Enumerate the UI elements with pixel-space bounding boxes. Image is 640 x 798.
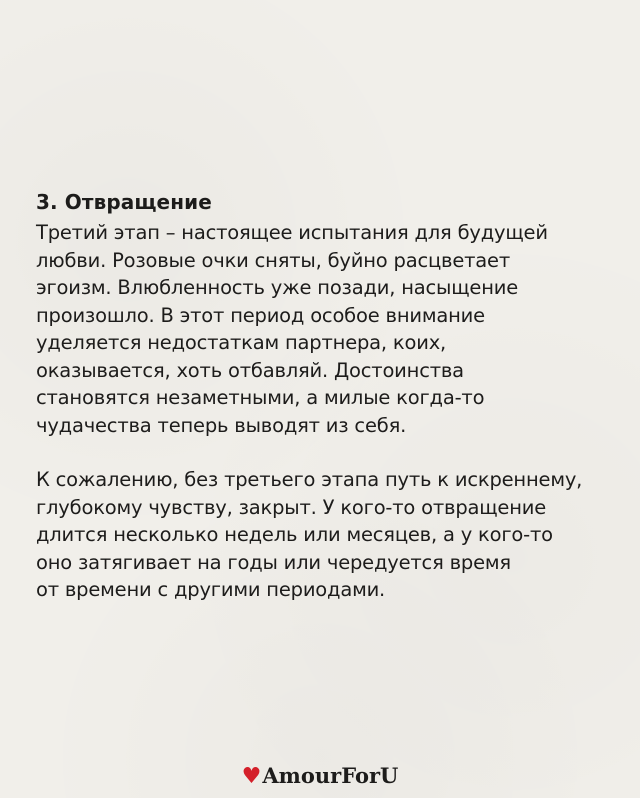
brand-logo (0, 762, 640, 790)
text-line: оказывается, хоть отбавляй. Достоинства (36, 358, 464, 382)
paragraph-1 (36, 219, 608, 439)
text-line: Третий этап – настоящее испытания для будущей (36, 221, 548, 244)
heart-icon: ♥ (241, 763, 262, 789)
text-line: оно затягивает на годы или чередуется время (36, 550, 511, 574)
text-line: К сожалению, без третьего этапа путь к искреннему, (36, 468, 583, 491)
logo-text: AmourForU (262, 763, 399, 788)
text-line: от времени с другими периодами. (36, 578, 386, 601)
section-heading: 3. Отвращение (36, 190, 212, 214)
text-line: любви. Розовые очки сняты, буйно расцветает (36, 248, 510, 272)
text-line: эгоизм. Влюбленность уже позади, насыщение (36, 276, 519, 299)
text-line: произошло. В этот период особое внимание (36, 303, 485, 327)
paragraph-2 (36, 466, 608, 604)
article (36, 188, 608, 604)
text-line: глубокому чувству, закрыт. У кого-то отвращение (36, 495, 547, 519)
text-line: длится несколько недель или месяцев, а у кого-то (36, 523, 553, 546)
text-line: чудачества теперь выводят из себя. (36, 413, 407, 437)
text-line: становятся незаметными, а милые когда-то (36, 386, 485, 409)
text-line: уделяется недостаткам партнера, коих, (36, 331, 447, 354)
